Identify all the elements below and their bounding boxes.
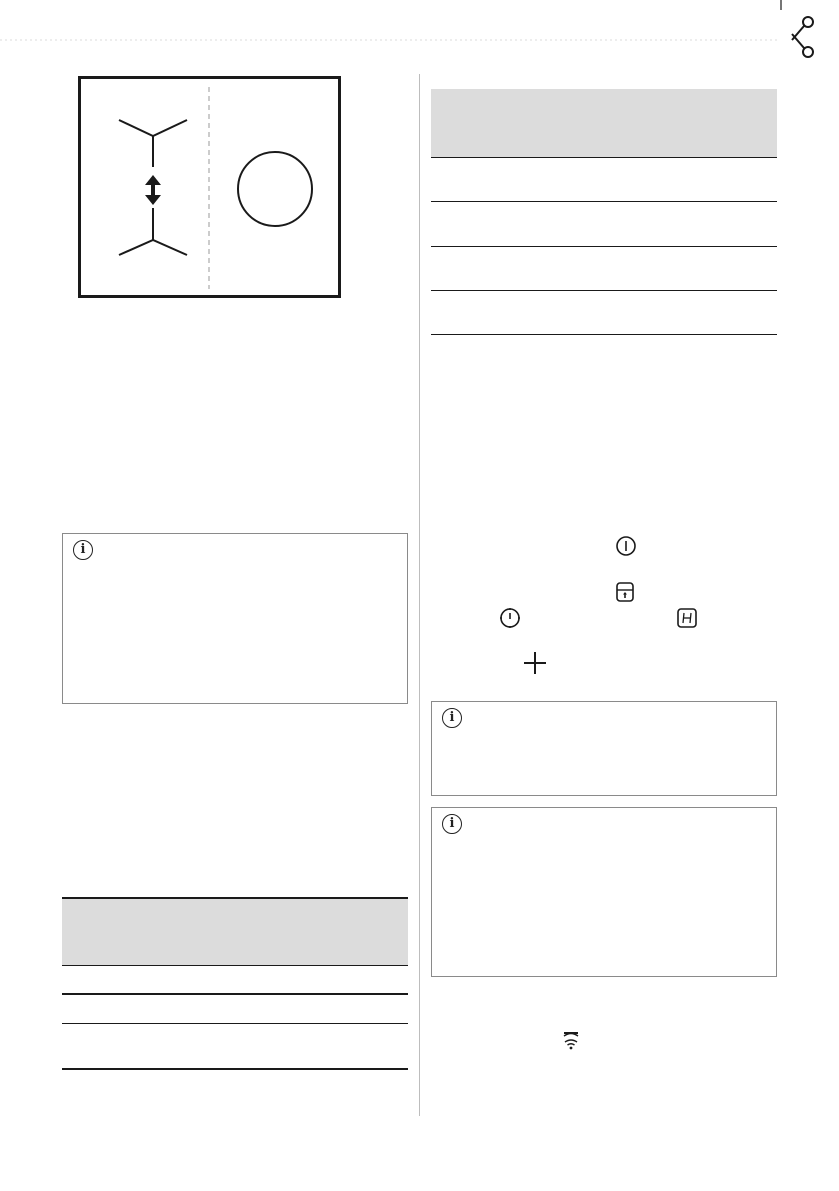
- table-rule: [431, 157, 777, 158]
- info-box-right-1: [431, 701, 777, 796]
- timer-icon: [499, 607, 521, 629]
- table-right: [431, 89, 777, 337]
- info-icon: i: [442, 814, 462, 834]
- table-rule-bottom: [431, 334, 777, 335]
- table-rule: [431, 290, 777, 291]
- plus-icon: [523, 651, 547, 675]
- scissors-cut-line: [0, 0, 839, 60]
- info-box-right-2: [431, 807, 777, 977]
- double-arrow-icon: [145, 175, 161, 205]
- table-header: [431, 89, 777, 157]
- table-rule: [62, 1023, 408, 1024]
- h-indicator-icon: [676, 607, 698, 629]
- table-rule: [431, 201, 777, 202]
- info-icon: i: [442, 708, 462, 728]
- table-rule-top: [62, 897, 408, 899]
- info-box-left: [62, 533, 408, 704]
- hob-hood-icon: [561, 1031, 581, 1051]
- table-rule: [62, 993, 408, 995]
- lock-icon: [614, 581, 636, 603]
- column-divider: [419, 74, 420, 1116]
- table-left: [62, 897, 408, 1072]
- info-icon: i: [73, 540, 93, 560]
- table-header: [62, 897, 408, 965]
- cookware-circle-icon: [238, 152, 312, 226]
- table-rule-bottom: [62, 1068, 408, 1070]
- cookware-diagram: [78, 76, 341, 298]
- power-icon: [615, 535, 637, 557]
- table-rule: [62, 965, 408, 966]
- table-rule: [431, 246, 777, 247]
- scissors-icon: [781, 0, 813, 57]
